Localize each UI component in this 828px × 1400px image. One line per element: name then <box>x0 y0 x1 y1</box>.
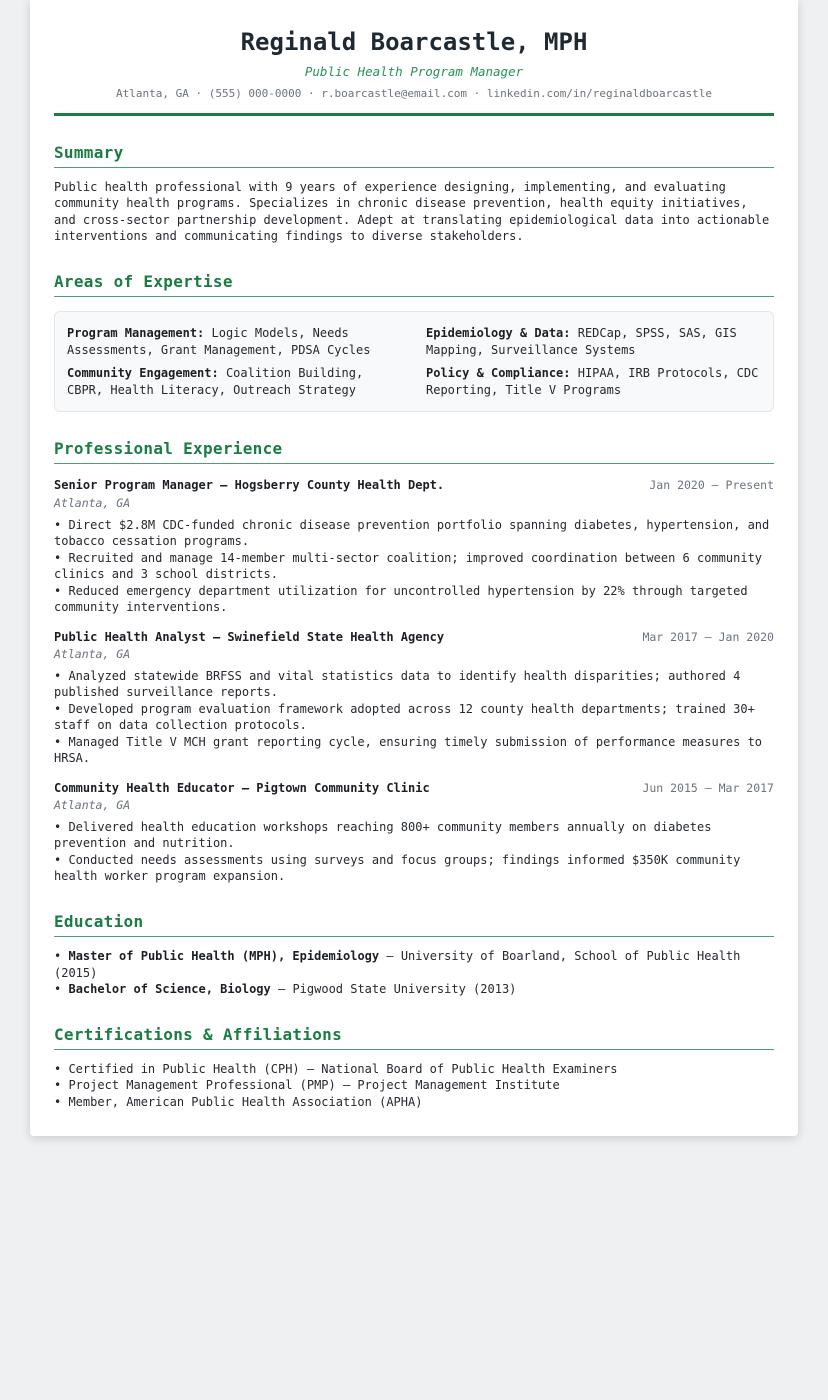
section-experience <box>54 439 774 885</box>
job-bullet: • Reduced emergency department utilization for uncontrolled hypertension by 22% through targeted community interventions. <box>54 583 748 615</box>
degree-name: Bachelor of Science, Biology <box>68 982 271 997</box>
degree-institution: — Pigwood State University (2013) <box>270 982 517 997</box>
certifications-list <box>54 1061 774 1111</box>
education-item <box>54 981 774 998</box>
summary-text: Public health professional with 9 years of experience designing, implementing, and evaluating community health programs. Specializes in chronic disease prevention, health equity initiatives, and cross-sector partnership development. Adept at translating epidemiological data into actionable interventions and communicating findings to diverse stakeholders. <box>54 179 770 244</box>
bullet-glyph: • <box>54 982 62 997</box>
job-header <box>54 629 774 645</box>
job-bullets <box>54 517 774 616</box>
expertise-heading: Areas of Expertise <box>54 272 774 297</box>
section-summary <box>54 143 774 245</box>
expertise-label: Policy & Compliance: <box>426 366 571 381</box>
resume-header <box>54 28 774 116</box>
expertise-item-policy-compliance <box>426 365 761 398</box>
contact-line: Atlanta, GA · (555) 000-0000 · r.boarcastle@email.com · linkedin.com/in/reginaldboarcastle <box>115 86 713 100</box>
job-bullet: • Managed Title V MCH grant reporting cycle, ensuring timely submission of performance measures to HRSA. <box>54 734 763 766</box>
job-location: Atlanta, GA <box>54 495 131 510</box>
job-bullet: • Conducted needs assessments using surveys and focus groups; findings informed $350K community health worker program expansion. <box>54 852 741 884</box>
expertise-label: Community Engagement: <box>67 366 219 381</box>
job-bullet: • Developed program evaluation framework adopted across 12 county health departments; trained 30+ staff on data collection protocols. <box>54 701 755 733</box>
expertise-label: Program Management: <box>67 326 205 341</box>
expertise-item-epidemiology-data <box>426 325 761 358</box>
certification-item: • Certified in Public Health (CPH) — National Board of Public Health Examiners <box>54 1061 618 1076</box>
experience-heading: Professional Experience <box>54 439 774 464</box>
job-dates: Mar 2017 — Jan 2020 <box>642 629 774 644</box>
summary-heading: Summary <box>54 143 774 168</box>
bullet-glyph: • <box>54 949 62 964</box>
expertise-text: Coalition Building, CBPR, Health Literacy, Outreach Strategy <box>67 366 364 397</box>
expertise-text: REDCap, SPSS, SAS, GIS Mapping, Surveillance Systems <box>426 326 737 357</box>
section-education <box>54 912 774 998</box>
candidate-job-title: Public Health Program Manager <box>304 63 524 79</box>
job-header <box>54 780 774 796</box>
job-dates: Jun 2015 — Mar 2017 <box>642 780 774 795</box>
expertise-label: Epidemiology & Data: <box>426 326 571 341</box>
job-senior-program-manager <box>54 477 774 615</box>
job-bullet: • Recruited and manage 14-member multi-sector coalition; improved coordination between 6 community clinics and 3 school districts. <box>54 550 763 582</box>
job-title: Senior Program Manager — Hogsberry County Health Dept. <box>54 478 445 493</box>
expertise-item-program-management <box>67 325 402 358</box>
candidate-name: Reginald Boarcastle, MPH <box>240 28 588 56</box>
certification-item: • Member, American Public Health Association (APHA) <box>54 1094 423 1109</box>
job-location: Atlanta, GA <box>54 646 131 661</box>
job-bullets <box>54 819 774 885</box>
degree-name: Master of Public Health (MPH), Epidemiology <box>68 949 380 964</box>
section-expertise <box>54 272 774 412</box>
education-heading: Education <box>54 912 774 937</box>
education-list <box>54 948 774 998</box>
certification-item: • Project Management Professional (PMP) — Project Management Institute <box>54 1078 560 1093</box>
job-header <box>54 477 774 493</box>
job-bullet: • Delivered health education workshops reaching 800+ community members annually on diabetes prevention and nutrition. <box>54 819 712 851</box>
job-bullet: • Direct $2.8M CDC-funded chronic disease prevention portfolio spanning diabetes, hypertension, and tobacco cessation programs. <box>54 517 770 549</box>
expertise-text: Logic Models, Needs Assessments, Grant Management, PDSA Cycles <box>67 326 371 357</box>
education-item <box>54 948 774 981</box>
job-community-health-educator <box>54 780 774 885</box>
job-bullet: • Analyzed statewide BRFSS and vital statistics data to identify health disparities; authored 4 published surveillance reports. <box>54 668 741 700</box>
job-title: Public Health Analyst — Swinefield State Health Agency <box>54 629 445 644</box>
certifications-heading: Certifications & Affiliations <box>54 1025 774 1050</box>
job-bullets <box>54 668 774 767</box>
job-title: Community Health Educator — Pigtown Community Clinic <box>54 780 430 795</box>
expertise-text: HIPAA, IRB Protocols, CDC Reporting, Title V Programs <box>426 366 759 397</box>
job-location: Atlanta, GA <box>54 797 131 812</box>
job-public-health-analyst <box>54 629 774 767</box>
expertise-box <box>54 311 774 412</box>
job-dates: Jan 2020 — Present <box>649 478 774 493</box>
expertise-item-community-engagement <box>67 365 402 398</box>
section-certifications <box>54 1025 774 1111</box>
degree-institution: — University of Boarland, School of Public Health (2015) <box>54 949 741 980</box>
resume-page <box>30 0 798 1136</box>
